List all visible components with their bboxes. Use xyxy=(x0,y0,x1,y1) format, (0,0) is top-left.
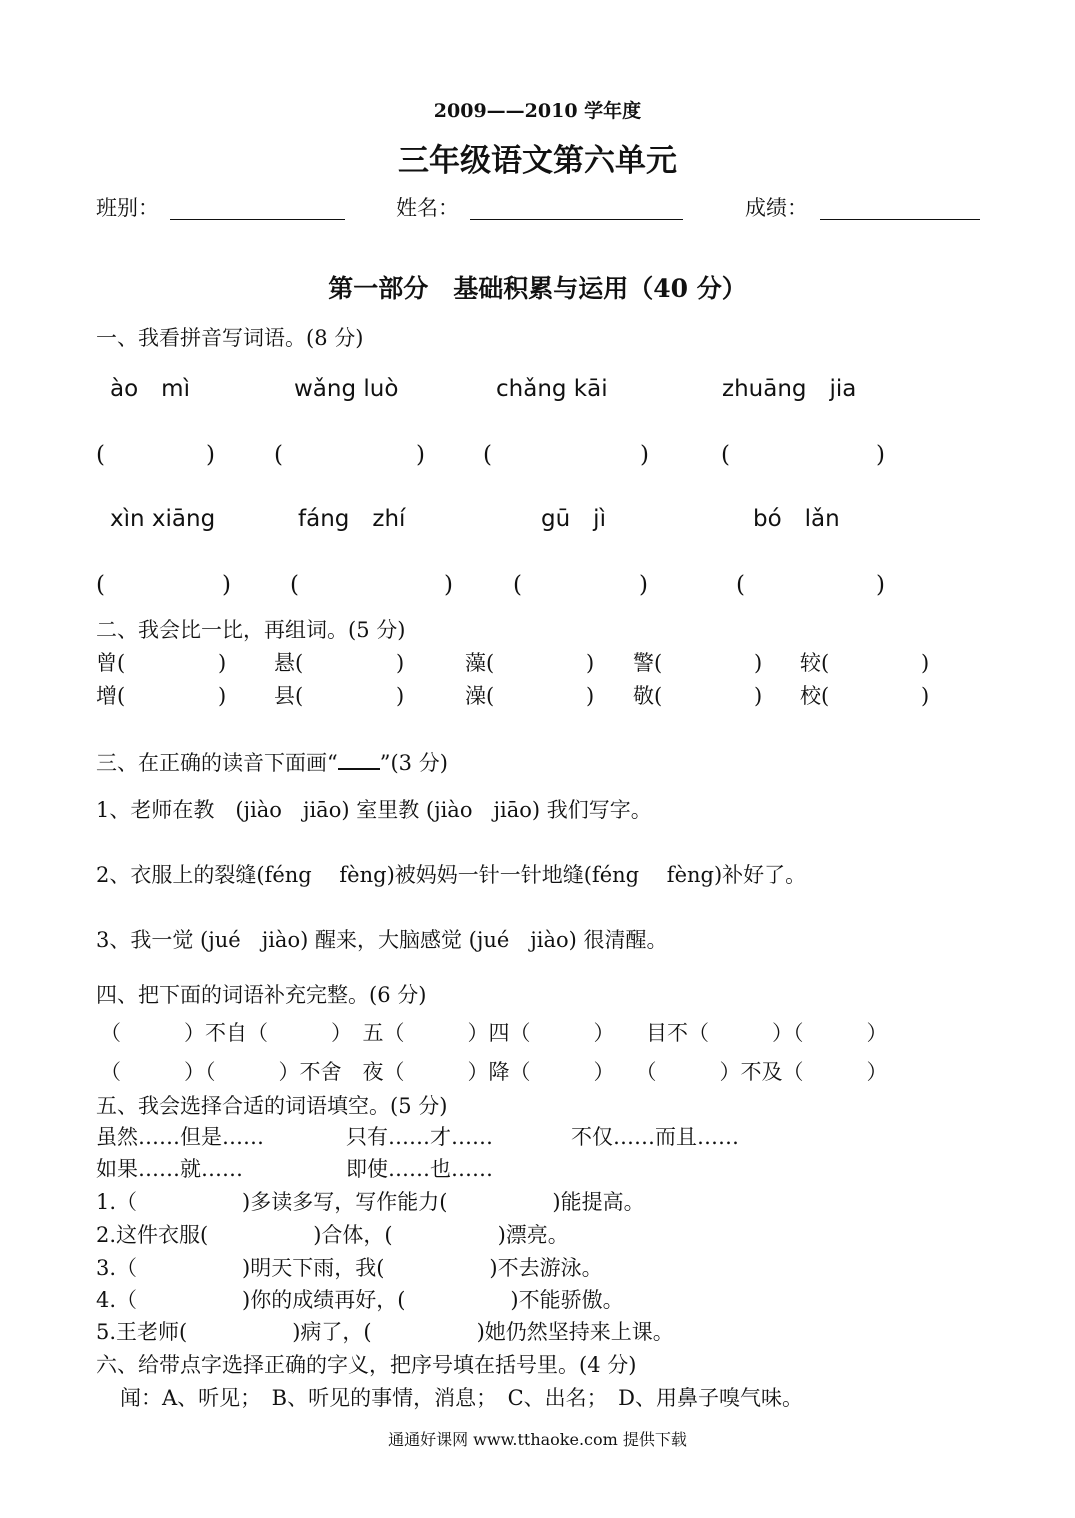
compare-close: ) xyxy=(754,684,763,708)
compare-close: ) xyxy=(396,651,405,675)
q4-row: （ ）（ ）不舍 夜（ ）降（ ） （ ）不及（ ） xyxy=(100,1060,888,1084)
compare-char: 县( xyxy=(274,684,304,708)
q3-heading-post: ”(3 分) xyxy=(379,751,448,775)
class-blank[interactable] xyxy=(170,219,345,220)
answer-close-paren: ) xyxy=(639,572,648,598)
pinyin-item: ào mì xyxy=(110,376,190,402)
answer-open-paren: ( xyxy=(736,572,745,598)
compare-char: 曾( xyxy=(96,651,126,675)
name-blank[interactable] xyxy=(470,219,683,220)
q3-item: 3、我一觉 (jué jiào) 醒来，大脑感觉 (jué jiào) 很清醒。 xyxy=(96,928,668,952)
compare-close: ) xyxy=(921,651,930,675)
pinyin-item: xìn xiāng xyxy=(110,506,216,532)
answer-close-paren: ) xyxy=(444,572,453,598)
q3-item: 1、老师在教 (jiào jiāo) 室里教 (jiào jiāo) 我们写字。 xyxy=(96,798,652,822)
compare-char: 澡( xyxy=(465,684,495,708)
compare-close: ) xyxy=(396,684,405,708)
conjunction-option: 如果……就…… xyxy=(96,1157,243,1181)
answer-open-paren: ( xyxy=(483,442,492,468)
conjunction-option: 只有……才…… xyxy=(346,1125,493,1149)
compare-char: 校( xyxy=(800,684,830,708)
q5-heading: 五、我会选择合适的词语填空。(5 分) xyxy=(96,1094,448,1118)
answer-close-paren: ) xyxy=(640,442,649,468)
pinyin-item: wǎng luò xyxy=(294,376,399,402)
worksheet-title: 三年级语文第六单元 xyxy=(398,143,677,179)
compare-close: ) xyxy=(218,651,227,675)
answer-close-paren: ) xyxy=(876,442,885,468)
compare-char: 较( xyxy=(800,651,830,675)
answer-close-paren: ) xyxy=(206,442,215,468)
q4-heading: 四、把下面的词语补充完整。(6 分) xyxy=(96,983,427,1007)
answer-open-paren: ( xyxy=(721,442,730,468)
class-label: 班别： xyxy=(96,196,159,220)
compare-close: ) xyxy=(218,684,227,708)
answer-open-paren: ( xyxy=(274,442,283,468)
underline-sample xyxy=(338,751,380,770)
q5-item: 1.（ )多读多写，写作能力( )能提高。 xyxy=(96,1190,645,1214)
q3-item: 2、衣服上的裂缝(féng fèng)被妈妈一针一针地缝(féng fèng)补好了。 xyxy=(96,863,807,887)
answer-open-paren: ( xyxy=(513,572,522,598)
answer-close-paren: ) xyxy=(416,442,425,468)
conjunction-option: 即使……也…… xyxy=(346,1157,493,1181)
compare-char: 悬( xyxy=(274,651,304,675)
q6-heading: 六、给带点字选择正确的字义，把序号填在括号里。(4 分) xyxy=(96,1353,637,1377)
compare-close: ) xyxy=(921,684,930,708)
answer-close-paren: ) xyxy=(876,572,885,598)
q6-definitions: 闻：A、听见； B、听见的事情，消息； C、出名； D、用鼻子嗅气味。 xyxy=(120,1386,803,1410)
compare-char: 藻( xyxy=(465,651,495,675)
compare-close: ) xyxy=(586,651,595,675)
name-label: 姓名： xyxy=(396,196,459,220)
answer-open-paren: ( xyxy=(96,442,105,468)
q5-item: 3.（ )明天下雨，我( )不去游泳。 xyxy=(96,1256,603,1280)
pinyin-item: zhuāng jia xyxy=(722,376,857,402)
school-year: 2009——2010 学年度 xyxy=(433,100,642,122)
q4-row: （ ）不自（ ） 五（ ）四（ ） 目不（ ）（ ） xyxy=(100,1021,888,1045)
conjunction-option: 虽然……但是…… xyxy=(96,1125,264,1149)
score-label: 成绩： xyxy=(745,196,808,220)
pinyin-item: bó lǎn xyxy=(753,506,840,532)
compare-char: 敬( xyxy=(633,684,663,708)
q5-item: 5.王老师( )病了，( )她仍然坚持来上课。 xyxy=(96,1320,674,1344)
q1-heading: 一、我看拼音写词语。(8 分) xyxy=(96,326,364,350)
answer-open-paren: ( xyxy=(96,572,105,598)
q3-heading xyxy=(96,751,448,774)
answer-open-paren: ( xyxy=(290,572,299,598)
q5-item: 2.这件衣服( )合体，( )漂亮。 xyxy=(96,1223,569,1247)
answer-close-paren: ) xyxy=(222,572,231,598)
score-blank[interactable] xyxy=(820,219,980,220)
pinyin-item: fáng zhí xyxy=(298,506,406,532)
compare-close: ) xyxy=(586,684,595,708)
pinyin-item: gū jì xyxy=(541,506,606,532)
compare-char: 警( xyxy=(633,651,663,675)
compare-char: 增( xyxy=(96,684,126,708)
q3-heading-pre: 三、在正确的读音下面画“ xyxy=(96,751,338,775)
part-one-title: 第一部分 基础积累与运用（40 分） xyxy=(328,274,747,303)
conjunction-option: 不仅……而且…… xyxy=(571,1125,739,1149)
q5-item: 4.（ )你的成绩再好，( )不能骄傲。 xyxy=(96,1288,624,1312)
footer-source: 通通好课网 www.tthaoke.com 提供下载 xyxy=(388,1430,687,1449)
compare-close: ) xyxy=(754,651,763,675)
pinyin-item: chǎng kāi xyxy=(496,376,608,402)
q2-heading: 二、我会比一比，再组词。(5 分) xyxy=(96,618,406,642)
